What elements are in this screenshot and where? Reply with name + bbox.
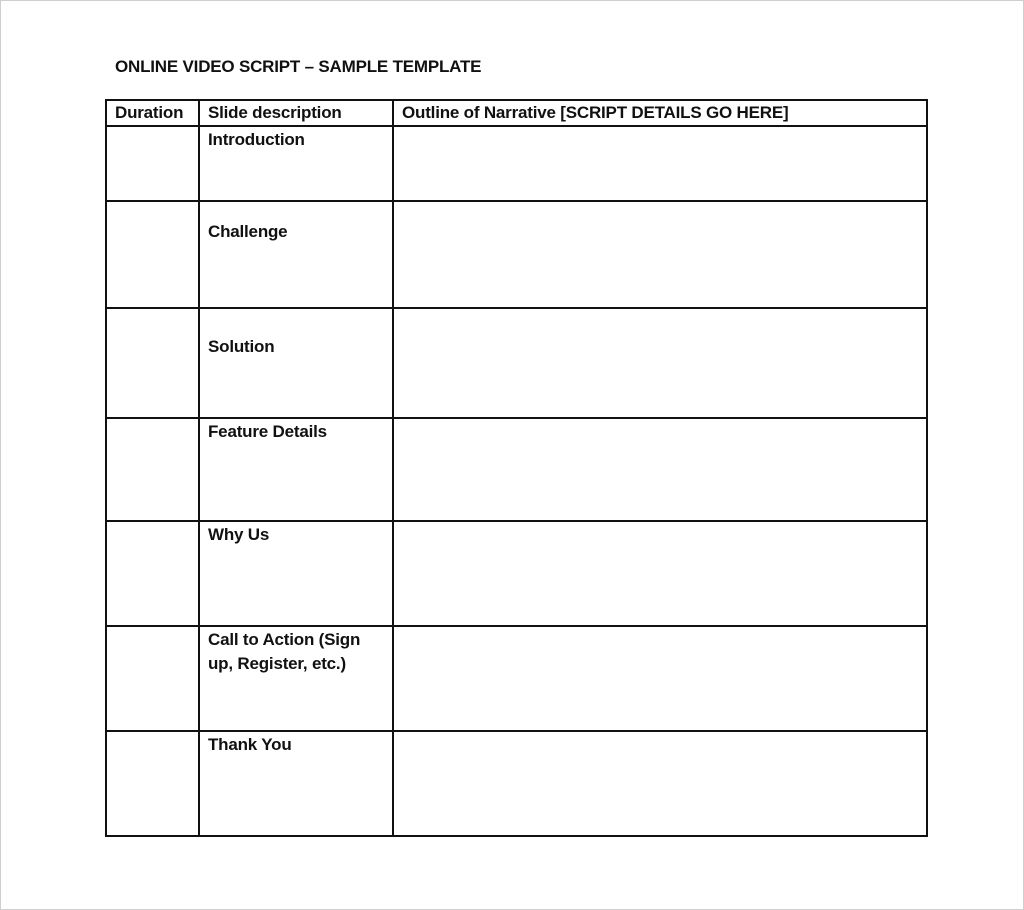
duration-cell[interactable] [106,126,199,201]
duration-cell[interactable] [106,201,199,308]
slide-label: Feature Details [208,422,327,441]
document-title: ONLINE VIDEO SCRIPT – SAMPLE TEMPLATE [115,57,482,76]
header-outline-label: Outline of Narrative [SCRIPT DETAILS GO HERE] [402,103,789,122]
duration-cell[interactable] [106,308,199,418]
slide-label: Solution [208,337,275,356]
slide-cell [199,521,393,626]
header-slide-description [199,100,393,126]
duration-cell[interactable] [106,418,199,521]
duration-cell[interactable] [106,521,199,626]
table-row [106,126,927,201]
slide-label: Why Us [208,525,270,544]
script-table [105,99,928,837]
slide-label: Introduction [208,130,305,149]
outline-cell[interactable] [393,626,927,731]
slide-cell [199,418,393,521]
table-row [106,418,927,521]
header-outline [393,100,927,126]
slide-cell [199,201,393,308]
table-row [106,731,927,836]
outline-cell[interactable] [393,308,927,418]
outline-cell[interactable] [393,521,927,626]
table-row [106,521,927,626]
outline-cell[interactable] [393,418,927,521]
outline-cell[interactable] [393,731,927,836]
table-row [106,201,927,308]
slide-cell [199,126,393,201]
duration-cell[interactable] [106,626,199,731]
table-row [106,626,927,731]
header-slide-description-label: Slide description [208,103,342,122]
outline-cell[interactable] [393,126,927,201]
slide-label: Thank You [208,735,292,754]
outline-cell[interactable] [393,201,927,308]
table-row [106,308,927,418]
slide-label: Call to Action (Sign up, Register, etc.) [208,630,361,673]
header-row [106,100,927,126]
slide-cell [199,626,393,731]
slide-label: Challenge [208,222,288,241]
duration-cell[interactable] [106,731,199,836]
header-duration [106,100,199,126]
slide-cell [199,731,393,836]
slide-cell [199,308,393,418]
header-duration-label: Duration [115,103,184,122]
